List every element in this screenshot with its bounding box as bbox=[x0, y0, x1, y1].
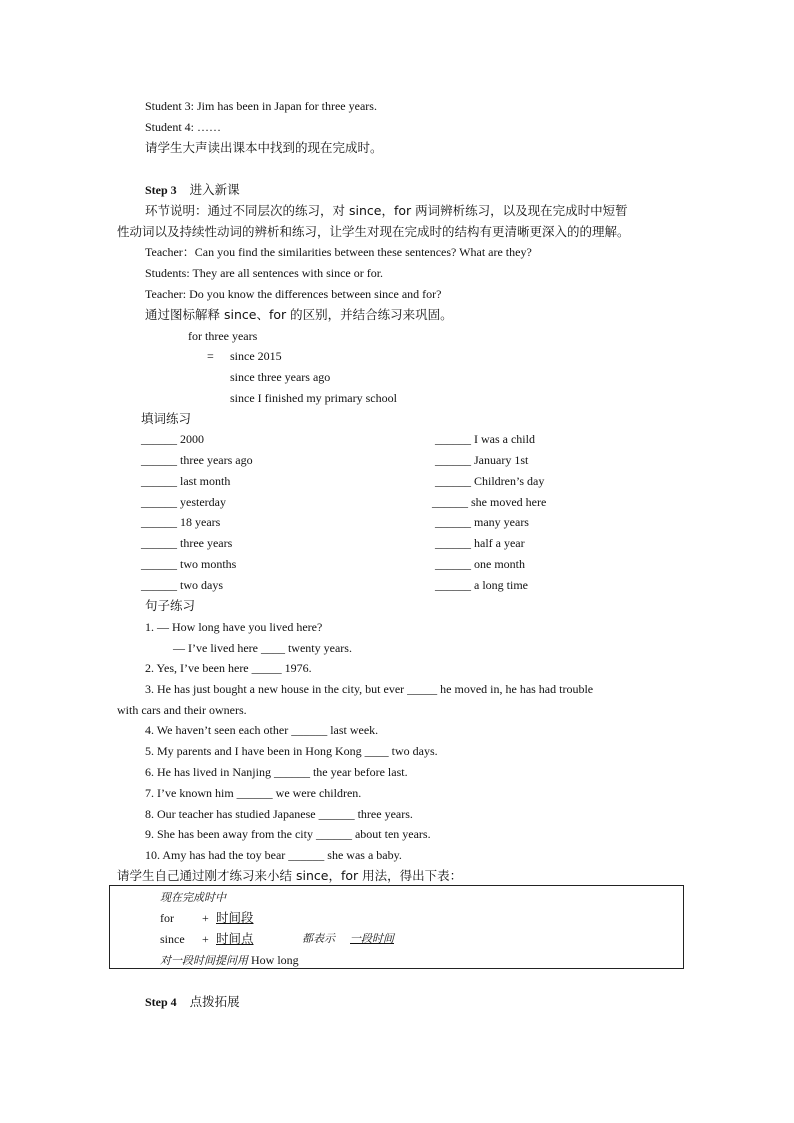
step3-title: Step 3 bbox=[145, 183, 177, 197]
summary-period: 一段时间 bbox=[350, 932, 394, 945]
step4-title: Step 4 bbox=[145, 995, 177, 1009]
fill-right-item[interactable]: ______ she moved here bbox=[432, 495, 547, 509]
summary-since-word: since bbox=[160, 932, 185, 946]
summary-question-word: How long bbox=[251, 953, 299, 967]
fill-left-item[interactable]: ______ two days bbox=[141, 578, 223, 592]
sentence-8: 8. Our teacher has studied Japanese ______ three years. bbox=[145, 807, 413, 821]
read-aloud-instruction: 请学生大声读出课本中找到的现在完成时。 bbox=[145, 140, 383, 155]
sentence-9: 9. She has been away from the city ______ about ten years. bbox=[145, 827, 431, 841]
diagram-since3: since I finished my primary school bbox=[230, 391, 397, 405]
step3-explain-line2: 性动词以及持续性动词的辨析和练习，让学生对现在完成时的结构有更清晰更深入的的理解。 bbox=[117, 224, 630, 239]
diagram-since2: since three years ago bbox=[230, 370, 331, 384]
sentence-6: 6. He has lived in Nanjing ______ the year before last. bbox=[145, 765, 408, 779]
summary-for-target: 时间段 bbox=[216, 910, 254, 925]
sentence-3b: with cars and their owners. bbox=[117, 703, 247, 717]
diagram-since1: since 2015 bbox=[230, 349, 282, 363]
diagram-equals: = bbox=[207, 349, 214, 363]
fill-right-item[interactable]: ______ January 1st bbox=[435, 453, 529, 467]
sentence-10: 10. Amy has had the toy bear ______ she was a baby. bbox=[145, 848, 402, 862]
sentence-7: 7. I’ve known him ______ we were children. bbox=[145, 786, 362, 800]
teacher-question1: Teacher：Can you find the similarities between these sentences? What are they? bbox=[145, 245, 532, 259]
fill-left-item[interactable]: ______ 18 years bbox=[141, 515, 221, 529]
sentence-1b: — I’ve lived here ____ twenty years. bbox=[173, 641, 352, 655]
summary-plus-since: + bbox=[202, 932, 209, 946]
fill-left-item[interactable]: ______ 2000 bbox=[141, 432, 204, 446]
sentence-3a: 3. He has just bought a new house in the city, but ever _____ he moved in, he has had trouble bbox=[145, 682, 594, 696]
fill-words-title: 填词练习 bbox=[141, 411, 192, 426]
teacher-question2: Teacher: Do you know the differences between since and for? bbox=[145, 287, 442, 301]
fill-left-item[interactable]: ______ yesterday bbox=[141, 495, 226, 509]
fill-right-item[interactable]: ______ I was a child bbox=[435, 432, 535, 446]
summary-since-target: 时间点 bbox=[216, 931, 254, 946]
summary-plus-for: + bbox=[202, 911, 209, 925]
fill-right-item[interactable]: ______ a long time bbox=[435, 578, 528, 592]
sentence-4: 4. We haven’t seen each other ______ last week. bbox=[145, 723, 379, 737]
student3-line: Student 3: Jim has been in Japan for three years. bbox=[145, 99, 377, 113]
summary-question-prefix: 对一段时间提问用 bbox=[160, 954, 248, 967]
fill-left-item[interactable]: ______ two months bbox=[141, 557, 237, 571]
diagram-for: for three years bbox=[188, 329, 258, 343]
fill-left-item[interactable]: ______ three years ago bbox=[141, 453, 253, 467]
step3-heading bbox=[145, 182, 240, 198]
sentence-1a: 1. — How long have you lived here? bbox=[145, 620, 323, 634]
summary-heading: 现在完成时中 bbox=[160, 891, 226, 904]
step3-name: 进入新课 bbox=[189, 182, 240, 197]
step4-heading bbox=[145, 994, 240, 1010]
fill-right-item[interactable]: ______ Children’s day bbox=[435, 474, 545, 488]
sentence-2: 2. Yes, I’ve been here _____ 1976. bbox=[145, 661, 312, 675]
student4-line: Student 4: …… bbox=[145, 120, 222, 134]
step3-explain-line1: 环节说明：通过不同层次的练习，对 since，for 两词辨析练习，以及现在完成时中短暂 bbox=[145, 203, 628, 218]
fill-right-item[interactable]: ______ one month bbox=[435, 557, 525, 571]
step4-name: 点拨拓展 bbox=[189, 994, 240, 1009]
diagram-intro: 通过图标解释 since、for 的区别，并结合练习来巩固。 bbox=[145, 307, 453, 322]
fill-left-item[interactable]: ______ three years bbox=[141, 536, 233, 550]
fill-left-item[interactable]: ______ last month bbox=[141, 474, 231, 488]
summary-intro: 请学生自己通过刚才练习来小结 since，for 用法，得出下表： bbox=[117, 868, 463, 883]
students-answer: Students: They are all sentences with since or for. bbox=[145, 266, 384, 280]
summary-for-word: for bbox=[160, 911, 174, 925]
summary-question-line bbox=[160, 952, 299, 969]
fill-right-item[interactable]: ______ many years bbox=[435, 515, 529, 529]
summary-both-mean: 都表示 bbox=[302, 932, 335, 945]
fill-right-item[interactable]: ______ half a year bbox=[435, 536, 525, 550]
sentence-5: 5. My parents and I have been in Hong Kong ____ two days. bbox=[145, 744, 438, 758]
sentences-title: 句子练习 bbox=[145, 598, 196, 613]
